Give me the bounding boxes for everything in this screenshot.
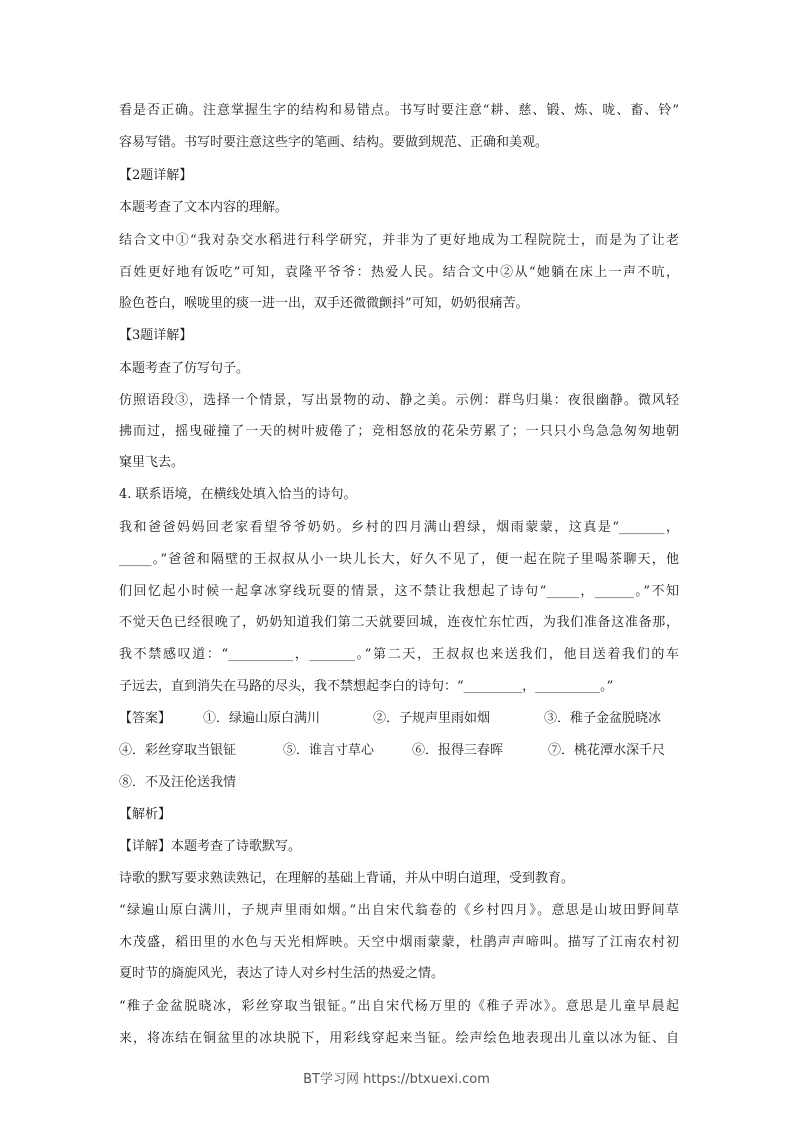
answer-item: ⑦．桃花潭水深千尺	[548, 743, 666, 758]
text-line: “绿遍山原白满川，子规声里雨如烟。”出自宋代翁卷的《乡村四月》。意思是山坡田野间草	[119, 903, 679, 918]
text-line: 们回忆起小时候一起拿冰穿线玩耍的情景，这不禁让我想起了诗句“_____，______。”不知	[119, 584, 679, 599]
text-line: 百姓更好地有饭吃”可知，袁隆平爷爷：热爱人民。结合文中②从“她躺在床上一声不吭，	[119, 265, 679, 280]
text-line: 看是否正确。注意掌握生字的结构和易错点。书写时要注意“耕、慈、锻、炼、咙、畜、铃”	[119, 103, 679, 118]
text-line: 我不禁感叹道：“__________，_______。”第二天，王叔叔也来送我们，他目送着我们的车	[119, 647, 679, 662]
answer-label: 【答案】	[119, 711, 172, 726]
text-line: “稚子金盆脱晓冰，彩丝穿取当银钲。”出自宋代杨万里的《稚子弄冰》。意思是儿童早晨起	[119, 999, 679, 1014]
question-title: 4. 联系语境，在横线处填入恰当的诗句。	[119, 487, 357, 502]
text-line: 【详解】本题考查了诗歌默写。	[119, 839, 302, 854]
answer-item: ⑥．报得三春晖	[412, 743, 504, 758]
site-footer: BT学习网 https://btxuexi.com	[303, 1072, 490, 1087]
text-line: 本题考查了仿写句子。	[119, 361, 250, 376]
answer-item: ③．稚子金盆脱晓冰	[544, 711, 662, 726]
text-line: 窠里飞去。	[119, 455, 185, 470]
text-line: 仿照语段③，选择一个情景，写出景物的动、静之美。示例：群鸟归巢：夜很幽静。微风轻	[119, 393, 679, 408]
text-line: 拂而过，摇曳碰撞了一天的树叶疲倦了；竞相怒放的花朵劳累了；一只只小鸟急急匆匆地朝	[119, 424, 679, 439]
answer-item: ④．彩丝穿取当银钲	[119, 743, 237, 758]
answer-item: ②．子规声里雨如烟	[373, 711, 491, 726]
text-line: 夏时节的旖旎风光，表达了诗人对乡村生活的热爱之情。	[119, 966, 445, 981]
answer-item: ⑧．不及汪伦送我情	[119, 775, 237, 790]
text-line: 子远去，直到消失在马路的尽头，我不禁想起李白的诗句：“_________，__________。”	[119, 679, 614, 694]
answer-item: ①．绿遍山原白满川	[203, 711, 321, 726]
section-heading: 【3题详解】	[119, 328, 193, 343]
text-line: _____。”爸爸和隔壁的王叔叔从小一块儿长大，好久不见了，便一起在院子里喝茶聊天，他	[119, 552, 679, 567]
section-heading: 【解析】	[119, 807, 172, 822]
text-line: 容易写错。书写时要注意这些字的笔画、结构。要做到规范、正确和美观。	[119, 135, 549, 150]
text-line: 诗歌的默写要求熟读熟记，在理解的基础上背诵，并从中明白道理，受到教育。	[119, 871, 575, 886]
section-heading: 【2题详解】	[119, 168, 193, 183]
text-line: 脸色苍白，喉咙里的痰一进一出，双手还微微颤抖”可知，奶奶很痛苦。	[119, 296, 529, 311]
text-line: 木茂盛，稻田里的水色与天光相辉映。天空中烟雨蒙蒙，杜鹃声声啼叫。描写了江南农村初	[119, 935, 679, 950]
text-line: 结合文中①“我对杂交水稻进行科学研究，并非为了更好地成为工程院院士，而是为了让老	[119, 233, 679, 248]
answer-item: ⑤．谁言寸草心	[283, 743, 375, 758]
text-line: 本题考查了文本内容的理解。	[119, 200, 289, 215]
text-line: 来，将冻结在铜盆里的冰块脱下，用彩线穿起来当钲。绘声绘色地表现出儿童以冰为钲、自	[119, 1031, 679, 1046]
text-line: 我和爸爸妈妈回老家看望爷爷奶奶。乡村的四月满山碧绿，烟雨蒙蒙，这真是“_______，	[119, 520, 679, 535]
text-line: 不觉天色已经很晚了，奶奶知道我们第二天就要回城，连夜忙东忙西，为我们准备这准备那，	[119, 615, 679, 630]
